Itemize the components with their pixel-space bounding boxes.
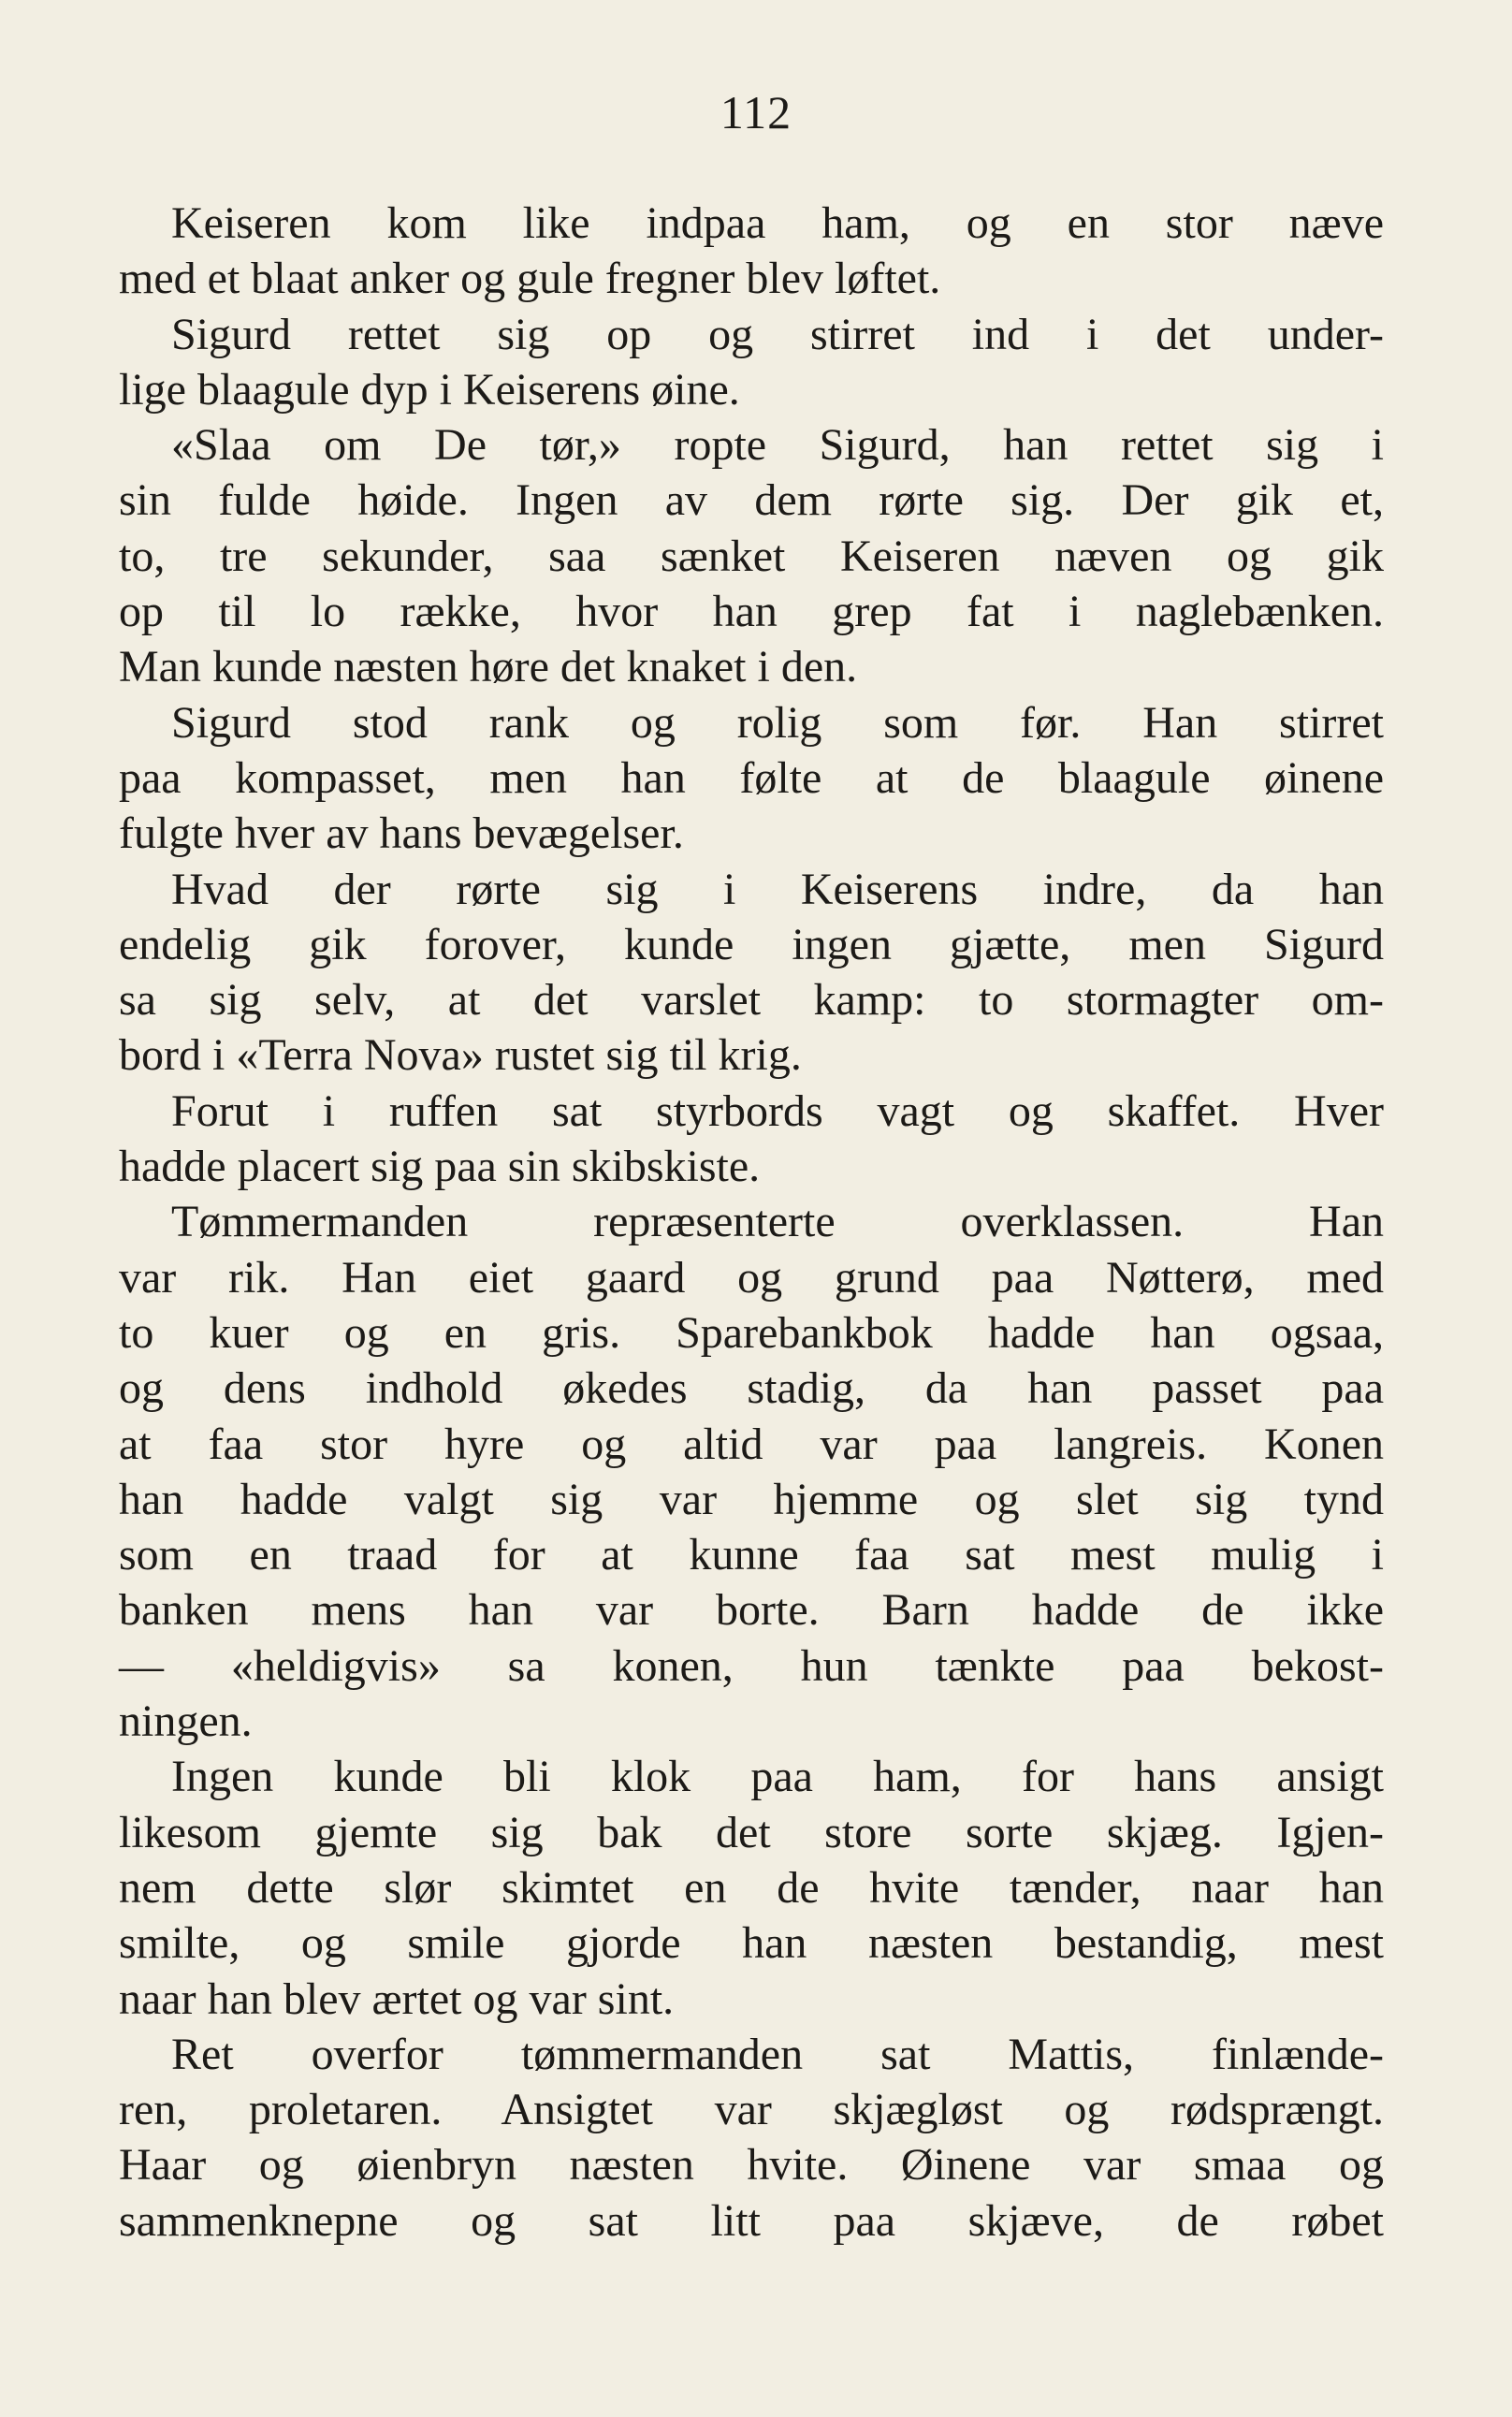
body-text <box>119 196 1384 2249</box>
text-line: to, tre sekunder, saa sænket Keiseren næven og gik <box>119 531 1384 581</box>
text-line: Tømmermanden repræsenterte overklassen. Han <box>171 1197 1384 1247</box>
text-line: Man kunde næsten høre det knaket i den. <box>119 642 858 692</box>
text-line: Keiseren kom like indpaa ham, og en stor næve <box>171 198 1384 248</box>
text-line: Sigurd rettet sig op og stirret ind i det under- <box>171 309 1384 359</box>
text-line: — «heldigvis» sa konen, hun tænkte paa bekost- <box>119 1640 1384 1691</box>
text-line: han hadde valgt sig var hjemme og slet sig tynd <box>119 1474 1384 1524</box>
text-line: sa sig selv, at det varslet kamp: to stormagter om- <box>119 975 1384 1026</box>
text-line: sin fulde høide. Ingen av dem rørte sig. Der gik et, <box>119 475 1384 526</box>
text-line: naar han blev ærtet og var sint. <box>119 1973 675 2024</box>
text-line: Ret overfor tømmermanden sat Mattis, finlænde- <box>171 2029 1384 2079</box>
text-line: likesom gjemte sig bak det store sorte skjæg. Igjen- <box>119 1807 1384 1857</box>
text-line: «Slaa om De tør,» ropte Sigurd, han rettet sig i <box>171 420 1384 471</box>
text-line: Ingen kunde bli klok paa ham, for hans ansigt <box>171 1752 1384 1802</box>
text-line: fulgte hver av hans bevægelser. <box>119 808 684 859</box>
text-line: lige blaagule dyp i Keiserens øine. <box>119 364 740 415</box>
text-line: op til lo række, hvor han grep fat i naglebænken. <box>119 587 1384 637</box>
text-line: Hvad der rørte sig i Keiserens indre, da han <box>171 864 1384 914</box>
text-line: og dens indhold økedes stadig, da han passet paa <box>119 1363 1384 1414</box>
text-line: Haar og øienbryn næsten hvite. Øinene var smaa og <box>119 2140 1384 2191</box>
text-line: som en traad for at kunne faa sat mest mulig i <box>119 1530 1384 1580</box>
page-number: 112 <box>720 86 792 138</box>
text-line: Forut i ruffen sat styrbords vagt og skaffet. Hver <box>171 1085 1384 1136</box>
text-line: med et blaat anker og gule fregner blev løftet. <box>119 254 941 304</box>
text-line: sammenknepne og sat litt paa skjæve, de røbet <box>119 2195 1384 2246</box>
text-line: to kuer og en gris. Sparebankbok hadde han ogsaa, <box>119 1307 1384 1358</box>
text-line: banken mens han var borte. Barn hadde de ikke <box>119 1585 1384 1636</box>
text-line: ren, proletaren. Ansigtet var skjægløst og rødsprængt. <box>119 2085 1384 2135</box>
text-line: bord i «Terra Nova» rustet sig til krig. <box>119 1030 802 1081</box>
text-line: paa kompasset, men han følte at de blaagule øinene <box>119 752 1384 803</box>
text-line: nem dette slør skimtet en de hvite tænder, naar han <box>119 1862 1384 1913</box>
text-line: ningen. <box>119 1696 253 1747</box>
text-line: hadde placert sig paa sin skibskiste. <box>119 1142 761 1192</box>
text-line: endelig gik forover, kunde ingen gjætte, men Sigurd <box>119 919 1384 969</box>
text-line: Sigurd stod rank og rolig som før. Han stirret <box>171 697 1384 748</box>
text-line: var rik. Han eiet gaard og grund paa Nøtterø, med <box>119 1252 1384 1303</box>
text-line: at faa stor hyre og altid var paa langreis. Konen <box>119 1419 1384 1469</box>
text-line: smilte, og smile gjorde han næsten bestandig, mest <box>119 1918 1384 1969</box>
